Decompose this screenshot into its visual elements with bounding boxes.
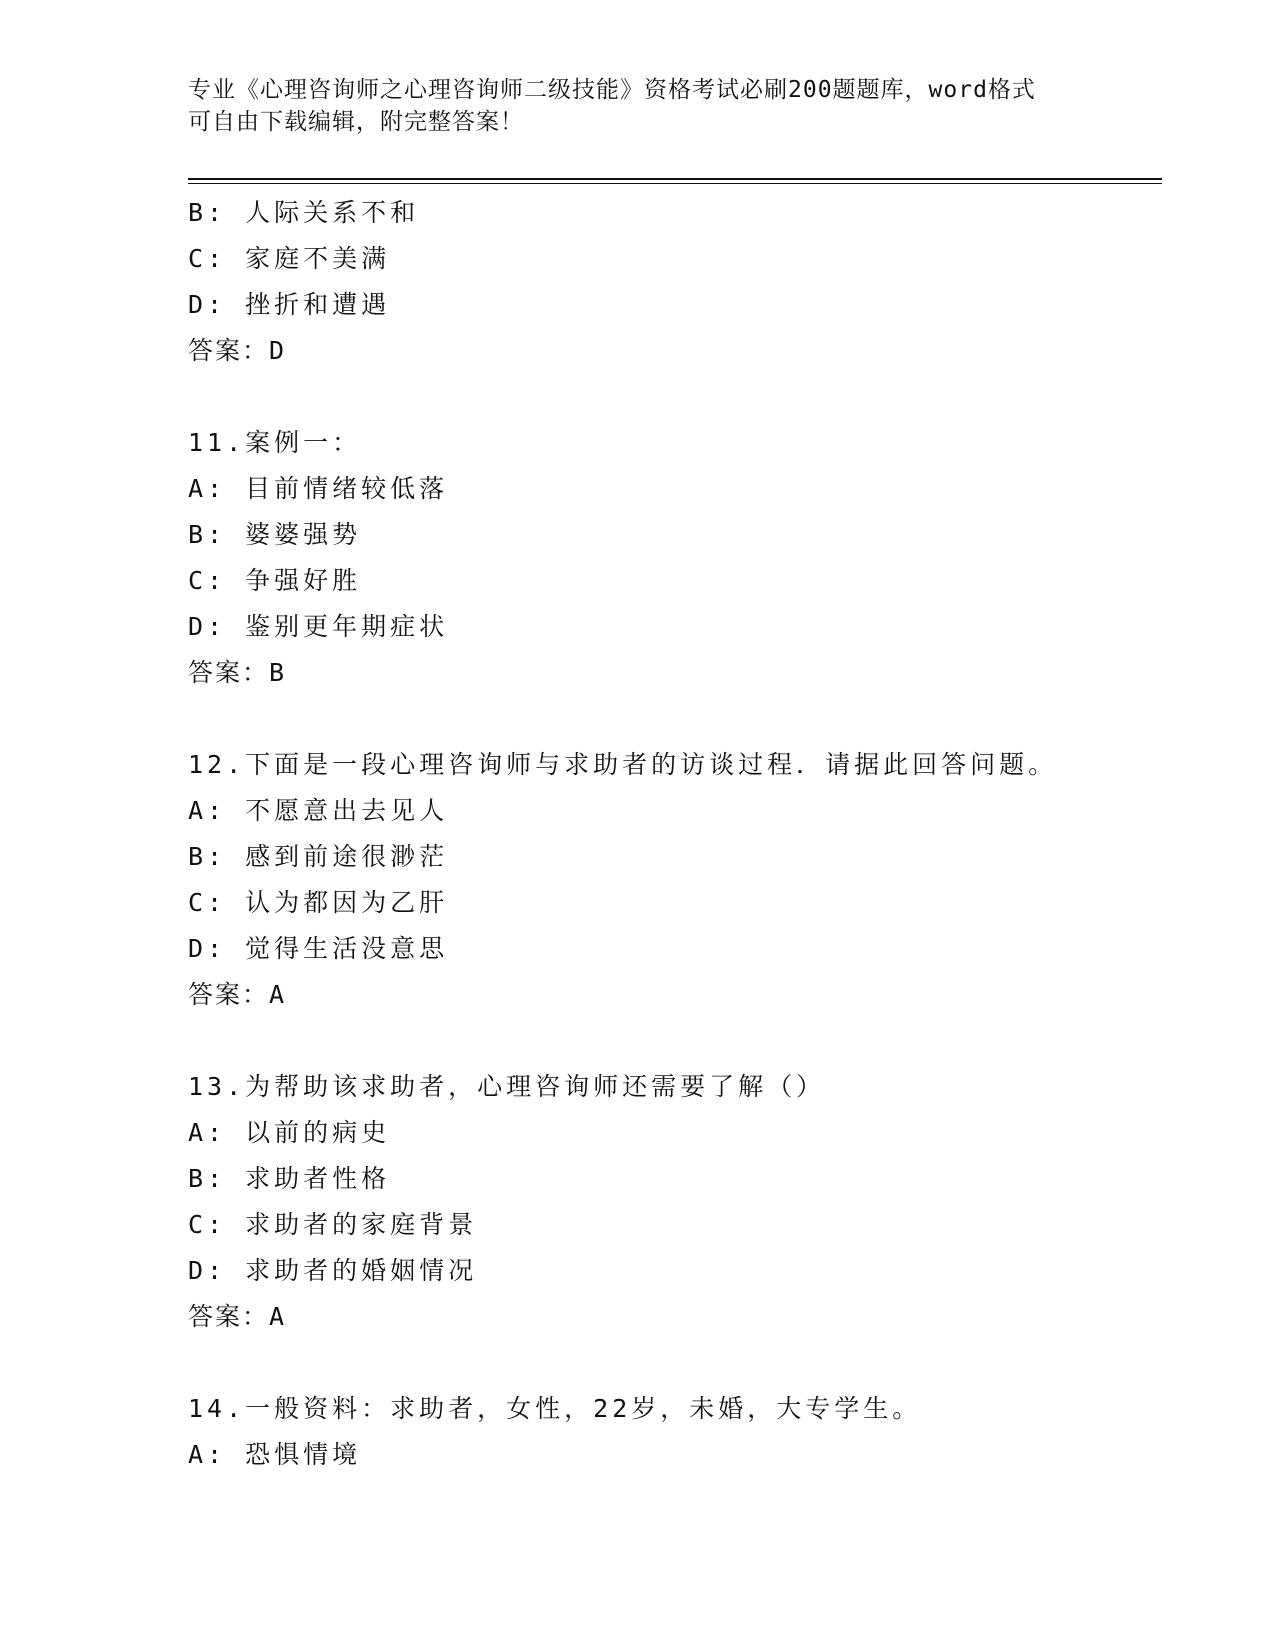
question-stem: 14.一般资料：求助者，女性，22岁，未婚，大专学生。 <box>188 1394 922 1423</box>
answer-label: 答案： <box>188 658 270 687</box>
answer-line <box>188 972 1168 1018</box>
spacer <box>188 1018 1168 1064</box>
question-block-14 <box>188 1386 1168 1478</box>
answer-value: B <box>269 658 287 687</box>
spacer <box>188 374 1168 420</box>
option-d: D: 求助者的婚姻情况 <box>188 1256 478 1285</box>
option-c: C: 家庭不美满 <box>188 244 391 273</box>
spacer <box>188 1340 1168 1386</box>
spacer <box>188 696 1168 742</box>
header-divider <box>188 178 1162 184</box>
answer-label: 答案： <box>188 336 270 365</box>
option-c: C: 争强好胜 <box>188 566 362 595</box>
header-line-1: 专业《心理咨询师之心理咨询师二级技能》资格考试必刷200题题库，word格式 <box>188 77 1036 103</box>
answer-line <box>188 650 1168 696</box>
option-d: D: 鉴别更年期症状 <box>188 612 449 641</box>
question-content <box>188 190 1168 1478</box>
question-block-partial <box>188 190 1168 374</box>
option-c: C: 认为都因为乙肝 <box>188 888 449 917</box>
answer-value: D <box>269 336 287 365</box>
answer-line <box>188 1294 1168 1340</box>
question-block-11 <box>188 420 1168 696</box>
option-d: D: 挫折和遭遇 <box>188 290 391 319</box>
answer-label: 答案： <box>188 1302 270 1331</box>
answer-value: A <box>269 980 287 1009</box>
question-block-13 <box>188 1064 1168 1340</box>
question-stem: 13.为帮助该求助者，心理咨询师还需要了解（） <box>188 1072 826 1101</box>
option-c: C: 求助者的家庭背景 <box>188 1210 478 1239</box>
option-a: A: 不愿意出去见人 <box>188 796 449 825</box>
option-a: A: 恐惧情境 <box>188 1440 362 1469</box>
question-block-12 <box>188 742 1168 1018</box>
option-a: A: 目前情绪较低落 <box>188 474 449 503</box>
option-a: A: 以前的病史 <box>188 1118 391 1147</box>
document-header <box>188 74 1088 138</box>
answer-label: 答案： <box>188 980 270 1009</box>
answer-value: A <box>269 1302 287 1331</box>
question-stem: 12.下面是一段心理咨询师与求助者的访谈过程．请据此回答问题。 <box>188 750 1058 779</box>
question-stem: 11.案例一： <box>188 428 362 457</box>
option-b: B: 人际关系不和 <box>188 198 420 227</box>
answer-line <box>188 328 1168 374</box>
header-line-2: 可自由下载编辑，附完整答案！ <box>188 109 524 135</box>
option-d: D: 觉得生活没意思 <box>188 934 449 963</box>
option-b: B: 感到前途很渺茫 <box>188 842 449 871</box>
option-b: B: 求助者性格 <box>188 1164 391 1193</box>
option-b: B: 婆婆强势 <box>188 520 362 549</box>
